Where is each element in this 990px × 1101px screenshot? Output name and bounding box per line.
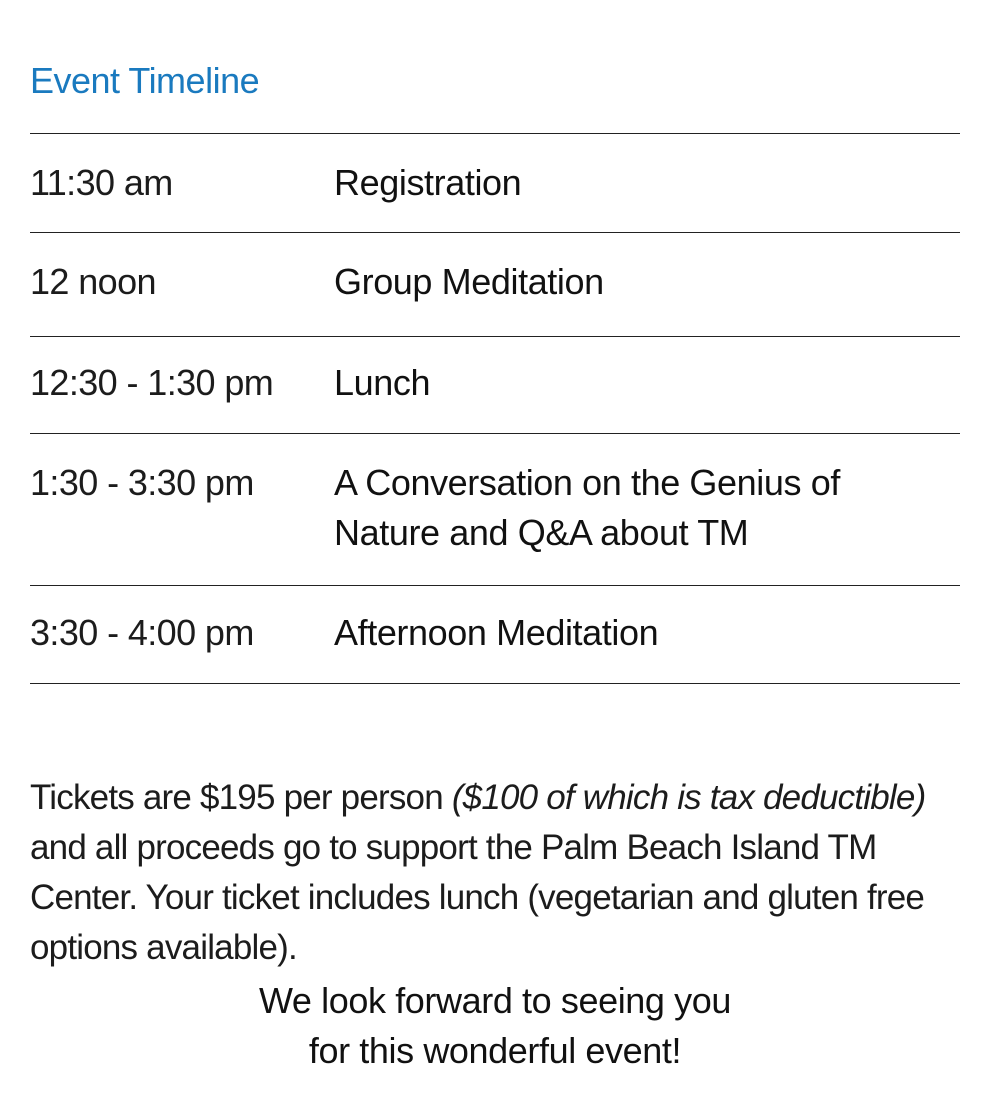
ticket-info-paragraph [30, 773, 960, 973]
timeline-time: 11:30 am [30, 162, 173, 203]
timeline-time: 12:30 - 1:30 pm [30, 362, 274, 403]
closing-message [30, 976, 960, 1076]
timeline-row [30, 434, 960, 586]
timeline-activity: Afternoon Meditation [334, 612, 659, 653]
timeline-activity: A Conversation on the Genius of Nature and Q&A about TM [334, 462, 840, 553]
ticket-price-text: Tickets are $195 per person [30, 778, 452, 817]
timeline-activity: Registration [334, 162, 522, 203]
timeline-row [30, 586, 960, 684]
closing-line-2: for this wonderful event! [308, 1030, 682, 1071]
timeline-time: 3:30 - 4:00 pm [30, 612, 254, 653]
timeline-activity: Group Meditation [334, 261, 604, 302]
closing-line-1: We look forward to seeing you [259, 980, 731, 1021]
ticket-details-text: and all proceeds go to support the Palm Beach Island TM Center. Your ticket includes lunch (vegetarian and gluten free options available). [30, 828, 925, 967]
timeline-time: 1:30 - 3:30 pm [30, 462, 254, 503]
section-heading: Event Timeline [30, 60, 260, 101]
timeline-row [30, 337, 960, 434]
timeline-activity: Lunch [334, 362, 431, 403]
timeline-row [30, 134, 960, 233]
timeline-time: 12 noon [30, 261, 156, 302]
timeline-row [30, 233, 960, 337]
event-timeline-table [30, 133, 960, 684]
tax-deductible-note: ($100 of which is tax deductible) [451, 778, 926, 817]
